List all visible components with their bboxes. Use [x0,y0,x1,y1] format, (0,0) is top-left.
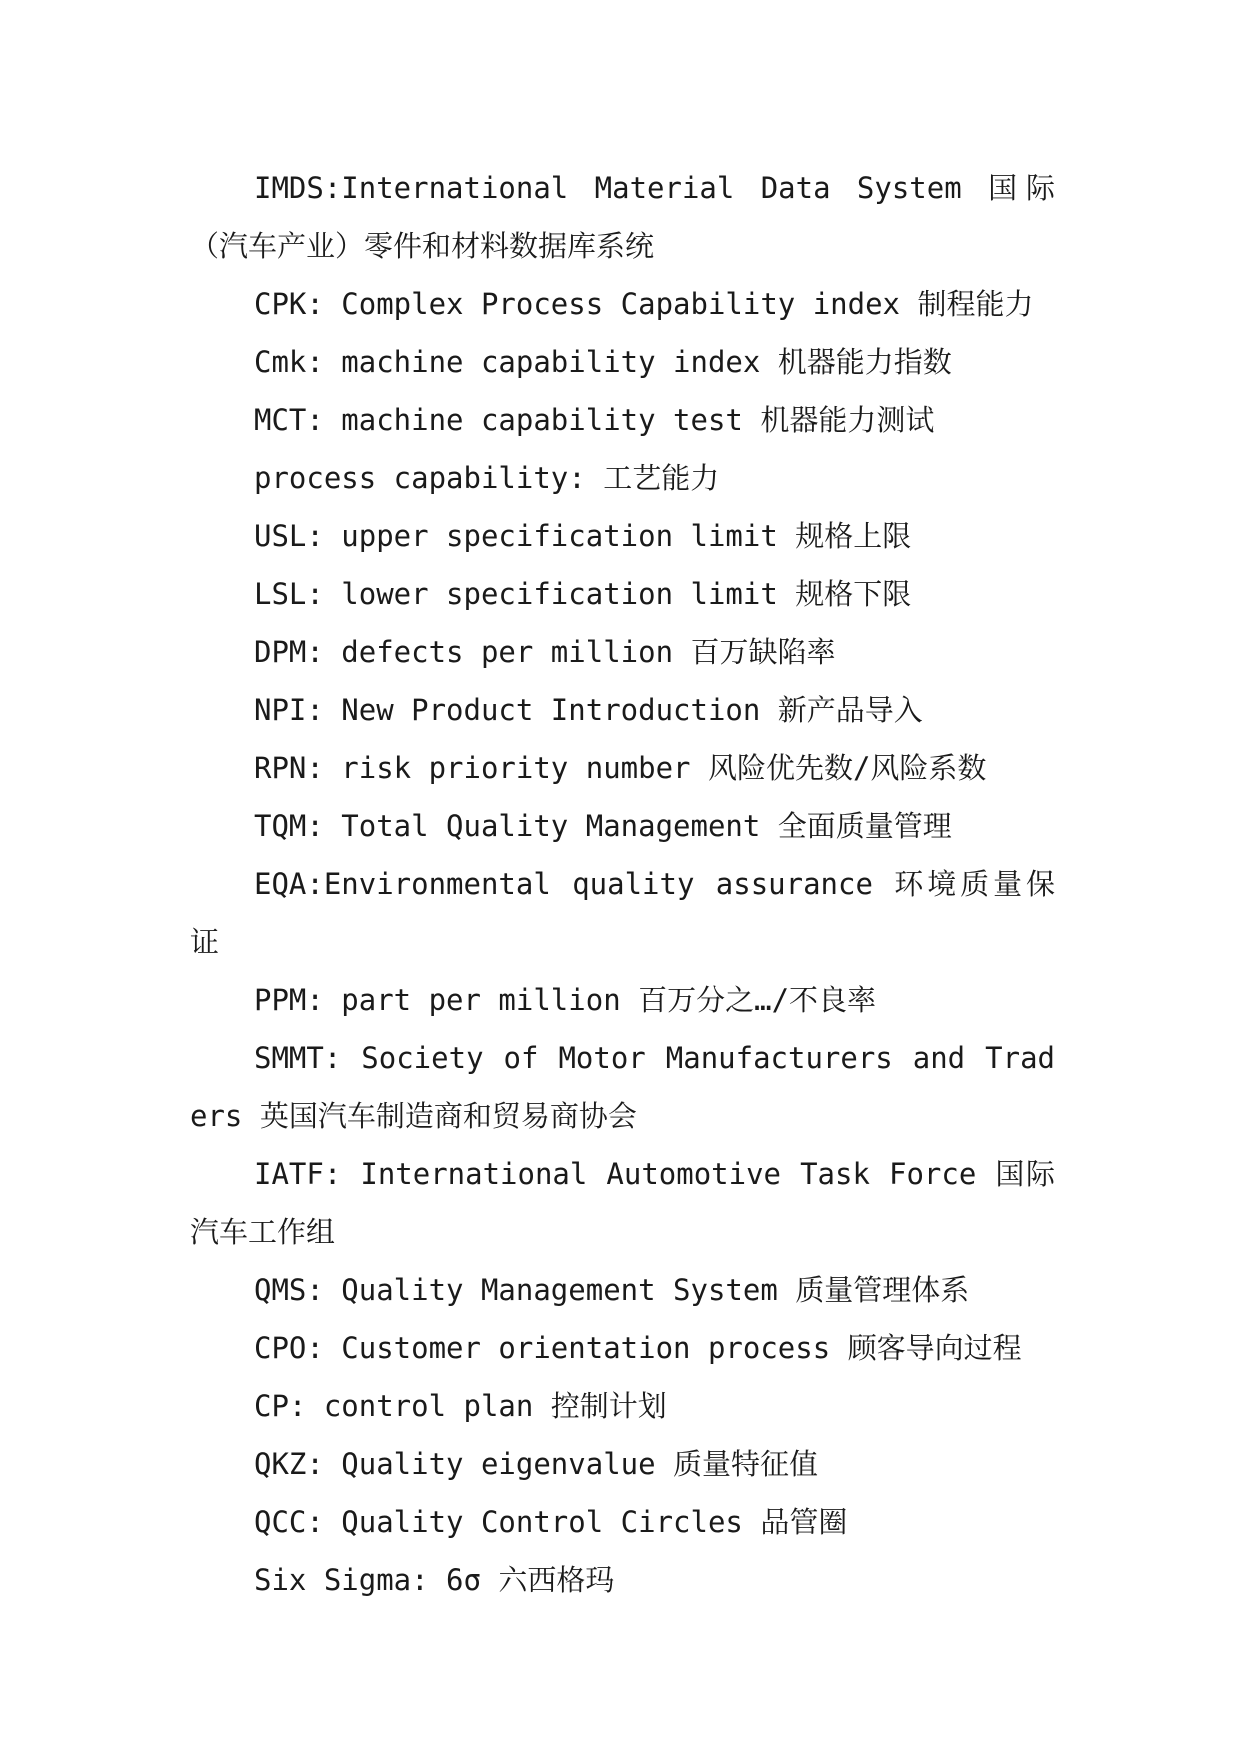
glossary-entry-cpk: CPK: Complex Process Capability index 制程能力 [254,287,1034,321]
glossary-entry-tqm: TQM: Total Quality Management 全面质量管理 [254,809,952,843]
glossary-entry-npi: NPI: New Product Introduction 新产品导入 [254,693,923,727]
glossary-entry-process-capability: process capability: 工艺能力 [254,461,720,495]
glossary-entry-usl: USL: upper specification limit 规格上限 [254,519,912,553]
glossary-entry-cp: CP: control plan 控制计划 [254,1389,667,1423]
glossary-entry-cmk: Cmk: machine capability index 机器能力指数 [254,345,952,379]
glossary-entry-qkz: QKZ: Quality eigenvalue 质量特征值 [254,1447,819,1481]
glossary-entry-iatf: IATF: International Automotive Task Force 国际汽车工作组 [190,1157,1055,1249]
glossary-entry-eqa: EQA:Environmental quality assurance 环境质量保证 [190,867,1055,959]
glossary-entry-qms: QMS: Quality Management System 质量管理体系 [254,1273,970,1307]
document-page [190,159,1055,1609]
glossary-entry-smmt: SMMT: Society of Motor Manufacturers and Traders 英国汽车制造商和贸易商协会 [190,1041,1055,1133]
glossary-entry-mct: MCT: machine capability test 机器能力测试 [254,403,935,437]
glossary-entry-rpn: RPN: risk priority number 风险优先数/风险系数 [254,751,987,785]
glossary-entry-ppm: PPM: part per million 百万分之…/不良率 [254,983,877,1017]
glossary-entry-cpo: CPO: Customer orientation process 顾客导向过程 [254,1331,1022,1365]
glossary-entry-dpm: DPM: defects per million 百万缺陷率 [254,635,836,669]
glossary-entry-imds: IMDS:International Material Data System 国际（汽车产业）零件和材料数据库系统 [190,171,1055,263]
glossary-entry-qcc: QCC: Quality Control Circles 品管圈 [254,1505,848,1539]
glossary-entry-six-sigma: Six Sigma: 6σ 六西格玛 [254,1563,615,1597]
glossary-entry-lsl: LSL: lower specification limit 规格下限 [254,577,912,611]
